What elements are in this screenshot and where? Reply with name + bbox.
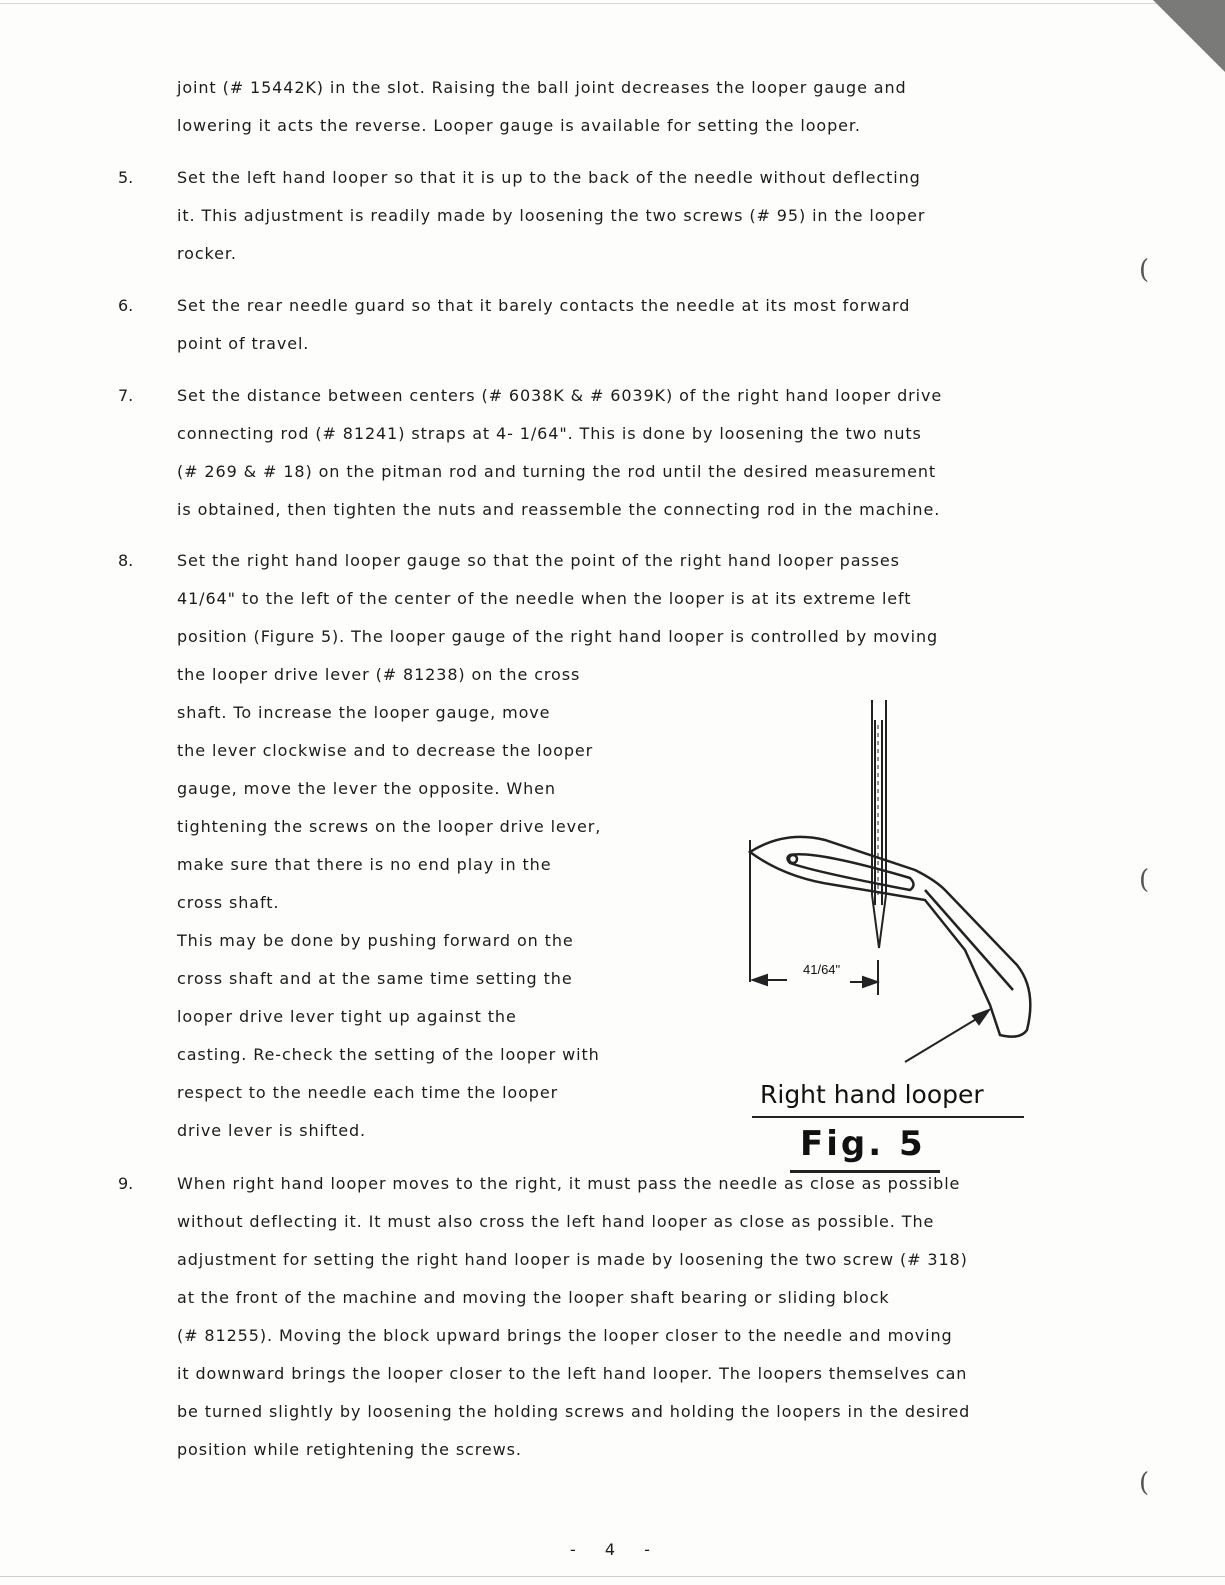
text-line: the lever clockwise and to decrease the looper — [177, 741, 594, 760]
text-line: adjustment for setting the right hand looper is made by loosening the two screw (# 318) — [177, 1250, 968, 1269]
text-line: position while retightening the screws. — [177, 1440, 522, 1459]
item-number: 8. — [118, 551, 134, 570]
page-number: - 4 - — [570, 1540, 662, 1559]
needle — [872, 700, 886, 948]
text-line: connecting rod (# 81241) straps at 4- 1/64". This is done by loosening the two nuts — [177, 424, 922, 443]
folded-corner — [1153, 0, 1225, 72]
item-number: 6. — [118, 296, 134, 315]
item-number: 9. — [118, 1174, 134, 1193]
item-number: 5. — [118, 168, 134, 187]
text-line: at the front of the machine and moving the looper shaft bearing or sliding block — [177, 1288, 890, 1307]
text-line: cross shaft. — [177, 893, 280, 912]
text-line: respect to the needle each time the looper — [177, 1083, 559, 1102]
margin-mark: ( — [1139, 255, 1150, 285]
text-line: Set the left hand looper so that it is up to the back of the needle without deflecting — [177, 168, 921, 187]
text-line: joint (# 15442K) in the slot. Raising the ball joint decreases the looper gauge and — [177, 78, 907, 97]
text-line: (# 81255). Moving the block upward brings the looper closer to the needle and moving — [177, 1326, 953, 1345]
text-line: looper drive lever tight up against the — [177, 1007, 517, 1026]
text-line: Set the rear needle guard so that it barely contacts the needle at its most forward — [177, 296, 911, 315]
text-line: casting. Re-check the setting of the looper with — [177, 1045, 600, 1064]
item-number: 7. — [118, 386, 134, 405]
text-line: lowering it acts the reverse. Looper gauge is available for setting the looper. — [177, 116, 861, 135]
text-line: Set the distance between centers (# 6038K & # 6039K) of the right hand looper drive — [177, 386, 943, 405]
text-line: Set the right hand looper gauge so that the point of the right hand looper passes — [177, 551, 900, 570]
text-line: without deflecting it. It must also cross the left hand looper as close as possible. The — [177, 1212, 935, 1231]
text-line: it. This adjustment is readily made by loosening the two screws (# 95) in the looper — [177, 206, 926, 225]
text-line: 41/64" to the left of the center of the needle when the looper is at its extreme left — [177, 589, 912, 608]
figure-label-underline — [790, 1170, 940, 1173]
text-line: cross shaft and at the same time setting the — [177, 969, 573, 988]
text-line: This may be done by pushing forward on the — [177, 931, 574, 950]
text-line: drive lever is shifted. — [177, 1121, 367, 1140]
text-line: tightening the screws on the looper drive lever, — [177, 817, 602, 836]
right-hand-looper — [750, 837, 1030, 1037]
dimension-label: 41/64" — [803, 962, 841, 977]
text-line: rocker. — [177, 244, 237, 263]
text-line: the looper drive lever (# 81238) on the cross — [177, 665, 581, 684]
text-line: position (Figure 5). The looper gauge of the right hand looper is controlled by moving — [177, 627, 939, 646]
text-line: When right hand looper moves to the right, it must pass the needle as close as possible — [177, 1174, 961, 1193]
figure-label: Fig. 5 — [800, 1124, 926, 1164]
text-line: point of travel. — [177, 334, 310, 353]
text-line: shaft. To increase the looper gauge, move — [177, 703, 551, 722]
text-line: is obtained, then tighten the nuts and reassemble the connecting rod in the machine. — [177, 500, 941, 519]
text-line: be turned slightly by loosening the holding screws and holding the loopers in the desired — [177, 1402, 971, 1421]
caption-underline — [752, 1116, 1024, 1118]
margin-mark: ( — [1139, 865, 1150, 895]
page-bottom-edge — [0, 1576, 1225, 1577]
text-line: gauge, move the lever the opposite. When — [177, 779, 556, 798]
margin-mark: ( — [1139, 1468, 1150, 1498]
page-top-edge — [0, 3, 1225, 4]
text-line: (# 269 & # 18) on the pitman rod and turning the rod until the desired measurement — [177, 462, 937, 481]
text-line: make sure that there is no end play in the — [177, 855, 552, 874]
figure-caption: Right hand looper — [760, 1080, 984, 1109]
text-line: it downward brings the looper closer to the left hand looper. The loopers themselves can — [177, 1364, 968, 1383]
